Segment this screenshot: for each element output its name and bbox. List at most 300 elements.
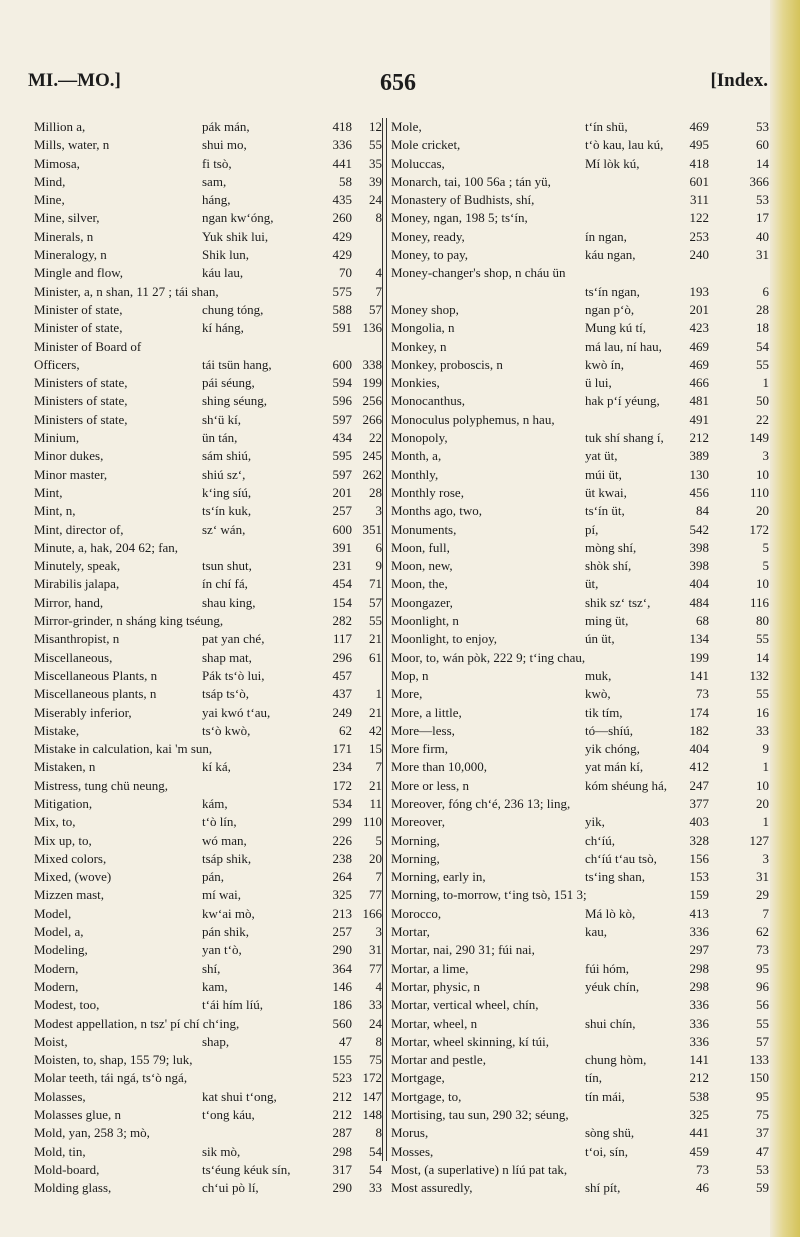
entry-page: 47 <box>339 1033 352 1049</box>
entry-ref: 1 <box>762 375 769 391</box>
index-entry <box>34 850 382 868</box>
entry-cantonese: káu lau, <box>202 265 244 281</box>
entry-ref: 7 <box>762 905 769 921</box>
entry-cantonese: ín ngan, <box>585 228 627 244</box>
entry-cantonese: múi üt, <box>585 466 622 482</box>
index-entry <box>34 356 382 374</box>
entry-english: Moor, to, wán pòk, 222 9; t‘ing chau, <box>391 649 586 665</box>
entry-ref: 20 <box>756 503 769 519</box>
index-entry <box>387 155 773 173</box>
entry-page: 336 <box>689 1015 709 1031</box>
entry-ref: 21 <box>369 631 382 647</box>
entry-page: 429 <box>332 247 352 263</box>
entry-page: 491 <box>689 411 709 427</box>
index-entry <box>34 338 382 356</box>
entry-cantonese: háng, <box>202 192 231 208</box>
entry-cantonese: shui mo, <box>202 137 247 153</box>
entry-ref: 24 <box>369 192 382 208</box>
entry-cantonese: Mí lòk kú, <box>585 155 640 171</box>
entry-ref: 55 <box>756 356 769 372</box>
entry-ref: 166 <box>362 905 382 921</box>
entry-page: 595 <box>332 448 352 464</box>
entry-english: Minute, a, hak, 204 62; fan, <box>34 539 179 555</box>
entry-cantonese: shap, <box>202 1033 230 1049</box>
entry-english: Mortar, physic, n <box>391 978 481 994</box>
entry-page: 412 <box>689 759 709 775</box>
index-entry <box>34 612 382 630</box>
entry-page: 325 <box>332 887 352 903</box>
entry-english: Mold, tin, <box>34 1143 86 1159</box>
index-entry <box>387 209 773 227</box>
entry-ref: 31 <box>369 942 382 958</box>
entry-english: Morocco, <box>391 905 442 921</box>
entry-ref: 11 <box>369 795 382 811</box>
index-entry <box>34 1106 382 1124</box>
index-entry <box>34 173 382 191</box>
entry-ref: 172 <box>749 521 769 537</box>
index-entry <box>387 338 773 356</box>
entry-english: Mind, <box>34 173 66 189</box>
entry-cantonese: sòng shü, <box>585 1125 635 1141</box>
entry-ref: 54 <box>369 1143 382 1159</box>
entry-ref: 110 <box>362 814 382 830</box>
entry-cantonese: pák mán, <box>202 119 250 134</box>
entry-cantonese: mòng shí, <box>585 539 637 555</box>
entry-page: 469 <box>689 338 709 354</box>
entry-ref: 54 <box>369 1161 382 1177</box>
entry-page: 591 <box>332 320 352 336</box>
index-entry <box>387 813 773 831</box>
entry-cantonese: sik mò, <box>202 1143 241 1159</box>
index-entry <box>387 850 773 868</box>
entry-english: Miscellaneous plants, n <box>34 686 157 702</box>
entry-page: 297 <box>689 942 709 958</box>
entry-cantonese: ün tán, <box>202 430 238 446</box>
entry-cantonese: pat yan ché, <box>202 631 265 647</box>
entry-english: Modeling, <box>34 942 88 958</box>
index-entry <box>34 1051 382 1069</box>
entry-english: Morning, <box>391 850 440 866</box>
entry-cantonese: t‘ín shü, <box>585 119 628 134</box>
entry-cantonese: sam, <box>202 173 227 189</box>
index-entry <box>387 649 773 667</box>
index-entry <box>387 704 773 722</box>
entry-page: 70 <box>339 265 352 281</box>
entry-page: 73 <box>696 1161 709 1177</box>
entry-english: Morning, to-morrow, t‘ing tsò, 151 3; <box>391 887 587 903</box>
entry-ref: 80 <box>756 613 769 629</box>
entry-page: 122 <box>689 210 709 226</box>
entry-english: Mixed colors, <box>34 850 107 866</box>
entry-ref: 116 <box>749 594 769 610</box>
entry-page: 58 <box>339 173 352 189</box>
entry-english: Mix up, to, <box>34 832 92 848</box>
entry-english: Most assuredly, <box>391 1180 473 1196</box>
entry-page: 435 <box>332 192 352 208</box>
entry-page: 174 <box>689 704 709 720</box>
entry-page: 199 <box>689 649 709 665</box>
index-entry <box>387 1161 773 1179</box>
entry-page: 298 <box>689 978 709 994</box>
entry-english: Money, to pay, <box>391 247 469 263</box>
index-entry <box>34 301 382 319</box>
entry-english: Minister of Board of <box>34 338 142 354</box>
entry-english: Modern, <box>34 960 79 976</box>
entry-ref: 133 <box>749 1052 769 1068</box>
entry-english: Mop, n <box>391 667 429 683</box>
index-entry <box>34 374 382 392</box>
entry-ref: 4 <box>375 265 382 281</box>
entry-page: 597 <box>332 411 352 427</box>
entry-english: Mortar, <box>391 924 430 940</box>
entry-page: 459 <box>689 1143 709 1159</box>
index-entry <box>387 612 773 630</box>
entry-english: Monoculus polyphemus, n hau, <box>391 411 555 427</box>
entry-page: 418 <box>332 119 352 134</box>
entry-english: Moonlight, n <box>391 613 459 629</box>
index-entry <box>34 264 382 282</box>
entry-cantonese: tó—shíú, <box>585 722 634 738</box>
entry-ref: 77 <box>369 960 382 976</box>
entry-cantonese: sám shiú, <box>202 448 252 464</box>
entry-ref: 1 <box>375 686 382 702</box>
entry-cantonese: t‘ò kau, lau kú, <box>585 137 664 153</box>
entry-english: Monarch, tai, 100 56a ; tán yü, <box>391 173 551 189</box>
entry-cantonese: tsáp shik, <box>202 850 252 866</box>
entry-english: Officers, <box>34 356 80 372</box>
entry-cantonese: kóm shéung há, <box>585 777 667 793</box>
entry-english: Money, ngan, 198 5; ts‘ín, <box>391 210 528 226</box>
entry-cantonese: shiú sz‘, <box>202 466 246 482</box>
entry-english: Modern, <box>34 978 79 994</box>
index-entry <box>387 575 773 593</box>
entry-page: 46 <box>696 1180 709 1196</box>
entry-ref: 21 <box>369 704 382 720</box>
entry-page: 253 <box>689 228 709 244</box>
entry-page: 600 <box>332 521 352 537</box>
entry-cantonese: shí, <box>202 960 221 976</box>
entry-cantonese: shing séung, <box>202 393 267 409</box>
index-entry <box>34 960 382 978</box>
index-entry <box>34 557 382 575</box>
index-entry <box>387 996 773 1014</box>
index-entry <box>387 392 773 410</box>
index-entry <box>387 630 773 648</box>
index-entry <box>387 191 773 209</box>
entry-page: 156 <box>689 850 709 866</box>
index-entry <box>34 923 382 941</box>
entry-english: Molar teeth, tái ngá, ts‘ò ngá, <box>34 1070 188 1086</box>
entry-ref: 50 <box>756 393 769 409</box>
index-entry <box>34 484 382 502</box>
entry-page: 212 <box>332 1088 352 1104</box>
entry-ref: 3 <box>375 924 382 940</box>
entry-cantonese: kwò ín, <box>585 356 624 372</box>
entry-english: Mongolia, n <box>391 320 455 336</box>
entry-cantonese: pán shik, <box>202 924 249 940</box>
index-entry <box>387 1143 773 1161</box>
entry-english: Mortgage, to, <box>391 1088 462 1104</box>
entry-page: 257 <box>332 924 352 940</box>
entry-page: 398 <box>689 539 709 555</box>
entry-cantonese: kám, <box>202 795 228 811</box>
entry-ref: 37 <box>756 1125 769 1141</box>
entry-page: 523 <box>332 1070 352 1086</box>
entry-page: 404 <box>689 576 709 592</box>
index-entry <box>387 484 773 502</box>
index-entry <box>387 960 773 978</box>
entry-english: Money shop, <box>391 301 459 317</box>
entry-page: 154 <box>332 594 352 610</box>
entry-ref: 3 <box>375 503 382 519</box>
entry-page: 257 <box>332 503 352 519</box>
entry-ref: 17 <box>756 210 769 226</box>
entry-page: 130 <box>689 466 709 482</box>
entry-english: Minor dukes, <box>34 448 104 464</box>
index-entry <box>34 941 382 959</box>
entry-page: 575 <box>332 283 352 299</box>
entry-page: 290 <box>332 942 352 958</box>
index-entry <box>387 923 773 941</box>
entry-cantonese: üt kwai, <box>585 484 627 500</box>
entry-english: Ministers of state, <box>34 411 128 427</box>
entry-english: Modest, too, <box>34 997 100 1013</box>
entry-cantonese: t‘oi, sín, <box>585 1143 628 1159</box>
entry-ref: 24 <box>369 1015 382 1031</box>
index-entry <box>387 502 773 520</box>
entry-english: Mortar, wheel, n <box>391 1015 478 1031</box>
entry-ref: 14 <box>756 649 769 665</box>
entry-ref: 14 <box>756 155 769 171</box>
entry-ref: 136 <box>362 320 382 336</box>
entry-ref: 10 <box>756 466 769 482</box>
entry-english: Ministers of state, <box>34 393 128 409</box>
entry-page: 317 <box>332 1161 352 1177</box>
index-entry <box>34 539 382 557</box>
entry-page: 264 <box>332 869 352 885</box>
entry-ref: 262 <box>362 466 382 482</box>
entry-ref: 59 <box>756 1180 769 1196</box>
entry-english: Mitigation, <box>34 795 93 811</box>
entry-ref: 110 <box>749 484 769 500</box>
entry-ref: 366 <box>749 173 769 189</box>
index-entry <box>34 832 382 850</box>
entry-cantonese: pí, <box>585 521 599 537</box>
entry-page: 155 <box>332 1052 352 1068</box>
entry-english: Mold, yan, 258 3; mò, <box>34 1125 150 1141</box>
entry-ref: 47 <box>756 1143 769 1159</box>
entry-cantonese: ngan kw‘óng, <box>202 210 274 226</box>
entry-ref: 28 <box>756 301 769 317</box>
entry-cantonese: sh‘ü kí, <box>202 411 241 427</box>
page-number: 656 <box>380 70 416 96</box>
entry-page: 73 <box>696 686 709 702</box>
entry-ref: 35 <box>369 155 382 171</box>
entry-ref: 71 <box>369 576 382 592</box>
entry-page: 325 <box>689 1107 709 1123</box>
entry-ref: 56 <box>756 997 769 1013</box>
entry-cantonese: kat shui t‘ong, <box>202 1088 277 1104</box>
index-entry <box>34 1015 382 1033</box>
entry-page: 469 <box>689 119 709 134</box>
entry-ref: 29 <box>756 887 769 903</box>
entry-ref: 57 <box>756 1033 769 1049</box>
index-entry <box>34 1069 382 1087</box>
entry-ref: 5 <box>762 558 769 574</box>
index-entry <box>387 447 773 465</box>
entry-ref: 53 <box>756 119 769 134</box>
entry-page: 153 <box>689 869 709 885</box>
entry-ref: 147 <box>362 1088 382 1104</box>
entry-english: Minister of state, <box>34 301 123 317</box>
entry-page: 282 <box>332 613 352 629</box>
entry-ref: 10 <box>756 576 769 592</box>
index-entry <box>387 411 773 429</box>
entry-english: Mistaken, n <box>34 759 96 775</box>
entry-english: Mortar, a lime, <box>391 960 469 976</box>
index-entry <box>34 283 382 301</box>
entry-english: Mine, silver, <box>34 210 100 226</box>
entry-page: 434 <box>332 430 352 446</box>
entry-page: 299 <box>332 814 352 830</box>
entry-ref: 54 <box>756 338 769 354</box>
entry-page: 484 <box>689 594 709 610</box>
entry-cantonese: t‘ái hím líú, <box>202 997 264 1013</box>
entry-cantonese: tín mái, <box>585 1088 625 1104</box>
index-entry <box>34 155 382 173</box>
index-entry <box>387 539 773 557</box>
entry-cantonese: ü lui, <box>585 375 612 391</box>
entry-page: 117 <box>332 631 352 647</box>
entry-page: 391 <box>332 539 352 555</box>
entry-page: 172 <box>332 777 352 793</box>
entry-english: Moisten, to, shap, 155 79; luk, <box>34 1052 193 1068</box>
entry-english: Moonlight, to enjoy, <box>391 631 498 647</box>
entry-page: 560 <box>332 1015 352 1031</box>
entry-page: 134 <box>689 631 709 647</box>
entry-english: Months ago, two, <box>391 503 482 519</box>
entry-ref: 6 <box>762 283 769 299</box>
entry-cantonese: k‘ing síú, <box>202 484 252 500</box>
entry-cantonese: shí pít, <box>585 1180 621 1196</box>
entry-page: 159 <box>689 887 709 903</box>
entry-english: Mint, director of, <box>34 521 124 537</box>
entry-cantonese: tái tsün hang, <box>202 356 272 372</box>
entry-page: 171 <box>332 741 352 757</box>
entry-cantonese: Má lò kò, <box>585 905 636 921</box>
index-entry <box>34 575 382 593</box>
index-entry <box>34 704 382 722</box>
entry-cantonese: t‘ong káu, <box>202 1107 255 1123</box>
entry-page: 600 <box>332 356 352 372</box>
entry-page: 186 <box>332 997 352 1013</box>
entry-english: Modest appellation, n tsz' pí chí ch‘ing, <box>34 1015 240 1031</box>
entry-english: Minium, <box>34 430 80 446</box>
entry-page: 238 <box>332 850 352 866</box>
entry-english: Most, (a superlative) n líú pat tak, <box>391 1161 568 1177</box>
entry-cantonese: ts‘ò kwò, <box>202 722 251 738</box>
index-entry <box>387 795 773 813</box>
entry-english: More or less, n <box>391 777 469 793</box>
entry-english: Monkies, <box>391 375 440 391</box>
index-entry <box>34 649 382 667</box>
entry-ref: 5 <box>375 832 382 848</box>
index-entry <box>387 685 773 703</box>
entry-ref: 149 <box>749 430 769 446</box>
entry-ref: 150 <box>749 1070 769 1086</box>
entry-cantonese: wó man, <box>202 832 247 848</box>
entry-cantonese: Mung kú tí, <box>585 320 647 336</box>
index-entry <box>34 502 382 520</box>
index-entry <box>387 429 773 447</box>
entry-cantonese: kw‘ai mò, <box>202 905 255 921</box>
index-entry <box>387 557 773 575</box>
entry-ref: 6 <box>375 539 382 555</box>
entry-page: 201 <box>332 484 352 500</box>
entry-ref: 3 <box>762 850 769 866</box>
index-entry <box>34 411 382 429</box>
entry-page: 231 <box>332 558 352 574</box>
entry-cantonese: mí wai, <box>202 887 241 903</box>
entry-english: Mortar, vertical wheel, chín, <box>391 997 539 1013</box>
entry-cantonese: chung hòm, <box>585 1052 647 1068</box>
entry-ref: 33 <box>369 1180 382 1196</box>
entry-ref: 28 <box>369 484 382 500</box>
entry-ref: 16 <box>756 704 769 720</box>
entry-ref: 7 <box>375 759 382 775</box>
entry-english: More firm, <box>391 741 449 757</box>
index-entry <box>34 978 382 996</box>
entry-english: Mills, water, n <box>34 137 110 153</box>
index-entry <box>387 283 773 301</box>
entry-cantonese: ngan p‘ò, <box>585 301 635 317</box>
entry-cantonese: ts‘ing shan, <box>585 869 645 885</box>
entry-cantonese: kwò, <box>585 686 611 702</box>
entry-ref: 57 <box>369 594 382 610</box>
index-entry <box>34 191 382 209</box>
entry-page: 404 <box>689 741 709 757</box>
entry-english: Mistress, tung chü neung, <box>34 777 168 793</box>
entry-ref: 8 <box>375 1125 382 1141</box>
index-entry <box>34 667 382 685</box>
entry-cantonese: káu ngan, <box>585 247 636 263</box>
entry-cantonese: sz‘ wán, <box>202 521 246 537</box>
entry-cantonese: ts‘éung kéuk sín, <box>202 1161 291 1177</box>
entry-page: 437 <box>332 686 352 702</box>
entry-english: Monthly rose, <box>391 484 464 500</box>
index-entry <box>387 667 773 685</box>
entry-ref: 22 <box>369 430 382 446</box>
entry-ref: 4 <box>375 978 382 994</box>
entry-english: Mimosa, <box>34 155 80 171</box>
index-entry <box>387 1106 773 1124</box>
entry-english: Moreover, <box>391 814 445 830</box>
index-entry <box>387 740 773 758</box>
entry-page: 298 <box>689 960 709 976</box>
entry-english: Mortar and pestle, <box>391 1052 486 1068</box>
entry-ref: 73 <box>756 942 769 958</box>
index-entry <box>34 996 382 1014</box>
entry-page: 481 <box>689 393 709 409</box>
entry-ref: 15 <box>369 741 382 757</box>
index-entry <box>387 777 773 795</box>
entry-ref: 9 <box>375 558 382 574</box>
entry-english: Monopoly, <box>391 430 448 446</box>
entry-ref: 55 <box>756 1015 769 1031</box>
index-entry <box>34 136 382 154</box>
entry-ref: 33 <box>369 997 382 1013</box>
entry-cantonese: ts‘ín kuk, <box>202 503 252 519</box>
